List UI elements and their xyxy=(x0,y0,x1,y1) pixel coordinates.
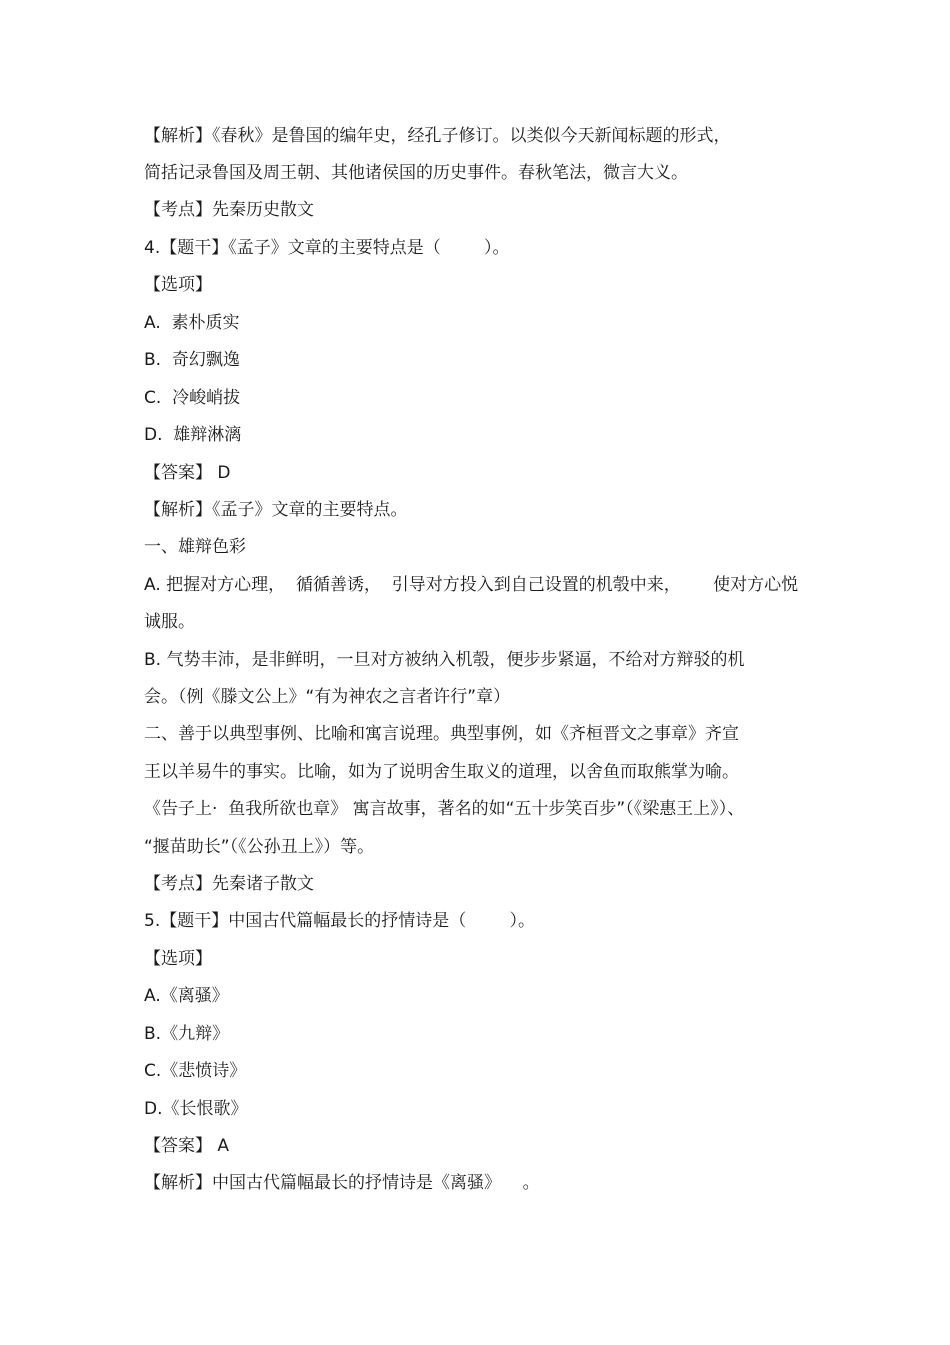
option-line: A.《离骚》 xyxy=(144,986,229,1006)
text-line: 【选项】 xyxy=(144,949,212,969)
option-line: B. 奇幻飘逸 xyxy=(144,350,240,370)
text-line: “揠苗助长”（《公孙丑上》）等。 xyxy=(144,837,375,857)
answer-line: 【答案】 D xyxy=(144,463,231,483)
answer-line: 【答案】 A xyxy=(144,1136,230,1156)
option-line: D.《长恨歌》 xyxy=(144,1099,248,1119)
text-line: 《告子上· 鱼我所欲也章》 寓言故事，著名的如“五十步笑百步”（《梁惠王上》）、 xyxy=(144,799,745,819)
text-line: 【选项】 xyxy=(144,275,212,295)
text-line: 4.【题干】《孟子》文章的主要特点是（ ）。 xyxy=(144,238,510,258)
text-line: 【解析】《孟子》文章的主要特点。 xyxy=(144,500,408,520)
text-line: 【解析】中国古代篇幅最长的抒情诗是《离骚》 。 xyxy=(144,1173,540,1193)
text-line: B. 气势丰沛，是非鲜明，一旦对方被纳入机彀，便步步紧逼，不给对方辩驳的机 xyxy=(144,650,745,670)
text-line: 二、善于以典型事例、比喻和寓言说理。典型事例，如《齐桓晋文之事章》齐宣 xyxy=(144,724,739,744)
option-line: A. 素朴质实 xyxy=(144,313,240,333)
option-line: C.《悲愤诗》 xyxy=(144,1061,247,1081)
text-line: 【解析】《春秋》是鲁国的编年史，经孔子修订。以类似今天新闻标题的形式， xyxy=(144,126,731,146)
text-line: 【考点】先秦诸子散文 xyxy=(144,874,314,894)
text-line: 诚服。 xyxy=(144,612,195,632)
option-line: C. 冷峻峭拔 xyxy=(144,388,241,408)
text-line: 简括记录鲁国及周王朝、其他诸侯国的历史事件。春秋笔法，微言大义。 xyxy=(144,163,688,183)
option-line: B.《九辩》 xyxy=(144,1024,230,1044)
text-line: 5.【题干】中国古代篇幅最长的抒情诗是（ ）。 xyxy=(144,911,535,931)
text-line: 王以羊易牛的事实。比喻，如为了说明舍生取义的道理，以舍鱼而取熊掌为喻。 xyxy=(144,762,739,782)
option-line: D. 雄辩淋漓 xyxy=(144,425,242,445)
text-line: 一、雄辩色彩 xyxy=(144,537,246,557)
text-line: A. 把握对方心理， 循循善诱， 引导对方投入到自己设置的机彀中来， 使对方心悦 xyxy=(144,575,799,595)
text-line: 会。（例《滕文公上》“有为神农之言者许行”章） xyxy=(144,687,511,707)
text-line: 【考点】先秦历史散文 xyxy=(144,200,314,220)
